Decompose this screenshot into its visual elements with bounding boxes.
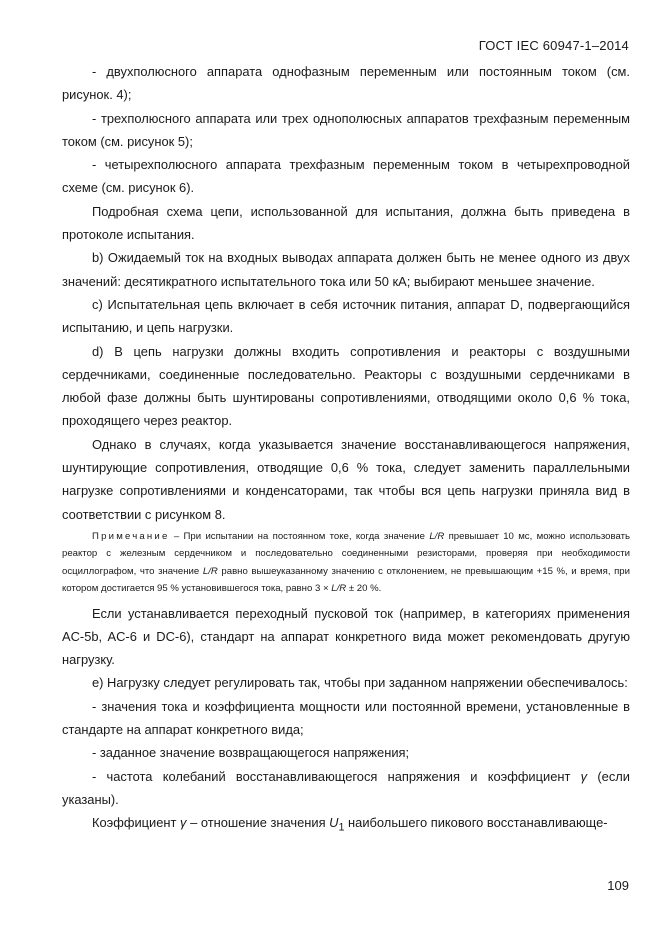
- list-item-oscillation-frequency: - частота колебаний восстанавливающегося напряжения и коэффициент γ (если указаны).: [62, 768, 631, 807]
- note-label: Примечание: [92, 530, 170, 542]
- paragraph-d: d) В цепь нагрузки должны входить сопротивления и реакторы с воздушными сердечниками, соединенные последовательно. Реакторы с воздушными сердечниками в любой фазе должны быть шунтированы сопротивлениями, отводящими около 0,6 % тока, проходящего через реактор.: [62, 343, 630, 429]
- list-item-four-pole: - четырехполюсного аппарата трехфазным переменным током в четырехпроводной схеме (см. рисунок 6).: [62, 157, 630, 196]
- paragraph-e: e) Нагрузку следует регулировать так, чтобы при заданном напряжении обеспечивалось:: [92, 675, 628, 691]
- paragraph-b: b) Ожидаемый ток на входных выводах аппарата должен быть не менее одного из двух значений: десятикратного испытательного тока или 50 кА; выбирают меньшее значение.: [62, 250, 630, 289]
- list-item-current-values: - значения тока и коэффициента мощности или постоянной времени, установленные в стандарте на аппарат конкретного вида;: [62, 698, 630, 738]
- list-item-two-pole: - двухполюсного аппарата однофазным переменным или постоянным током (см. рисунок. 4);: [62, 64, 630, 103]
- paragraph-c: c) Испытательная цепь включает в себя источник питания, аппарат D, подвергающийся испытанию, и цепь нагрузки.: [62, 296, 630, 336]
- list-item-three-pole: - трехполюсного аппарата или трех однополюсных аппаратов трехфазным переменным током (см. рисунок 5);: [62, 110, 630, 149]
- page-number: 109: [607, 878, 629, 893]
- page-content: [62, 60, 630, 840]
- note-paragraph: Примечание – При испытании на постоянном токе, когда значение L/R превышает 10 мс, можно использовать реактор с железным сердечником и последовательно соединенными резисторами, проверяя при необходимости осциллографом, что значение L/R равно вышеуказанному значению с отклонением, не превышающим +15 %, и время, при котором достигается 95 % установившегося тока, равно 3 × L/R ± 20 %.: [62, 530, 631, 595]
- list-item-recovery-voltage: - заданное значение возвращающегося напряжения;: [92, 745, 410, 761]
- paragraph-circuit-diagram: Подробная схема цепи, использованной для испытания, должна быть приведена в протоколе испытания.: [62, 203, 630, 243]
- paragraph-however: Однако в случаях, когда указывается значение восстанавливающегося напряжения, шунтирующие сопротивления, отводящие 0,6 % тока, следует заменить параллельными нагрузке сопротивлениями и конденсаторами, так чтобы вся цепь нагрузки приняла вид в соответствии с рисунком 8.: [62, 436, 630, 522]
- paragraph-inrush-current: Если устанавливается переходный пусковой ток (например, в категориях применения AC-5b, AC-6 и DC-6), стандарт на аппарат конкретного вида может рекомендовать другую нагрузку.: [62, 605, 630, 668]
- standard-designation: ГОСТ IEC 60947-1–2014: [478, 38, 629, 53]
- paragraph-gamma-coefficient: Коэффициент γ – отношение значения $U_1$ наибольшего пикового восстанавливающе-: [92, 815, 608, 834]
